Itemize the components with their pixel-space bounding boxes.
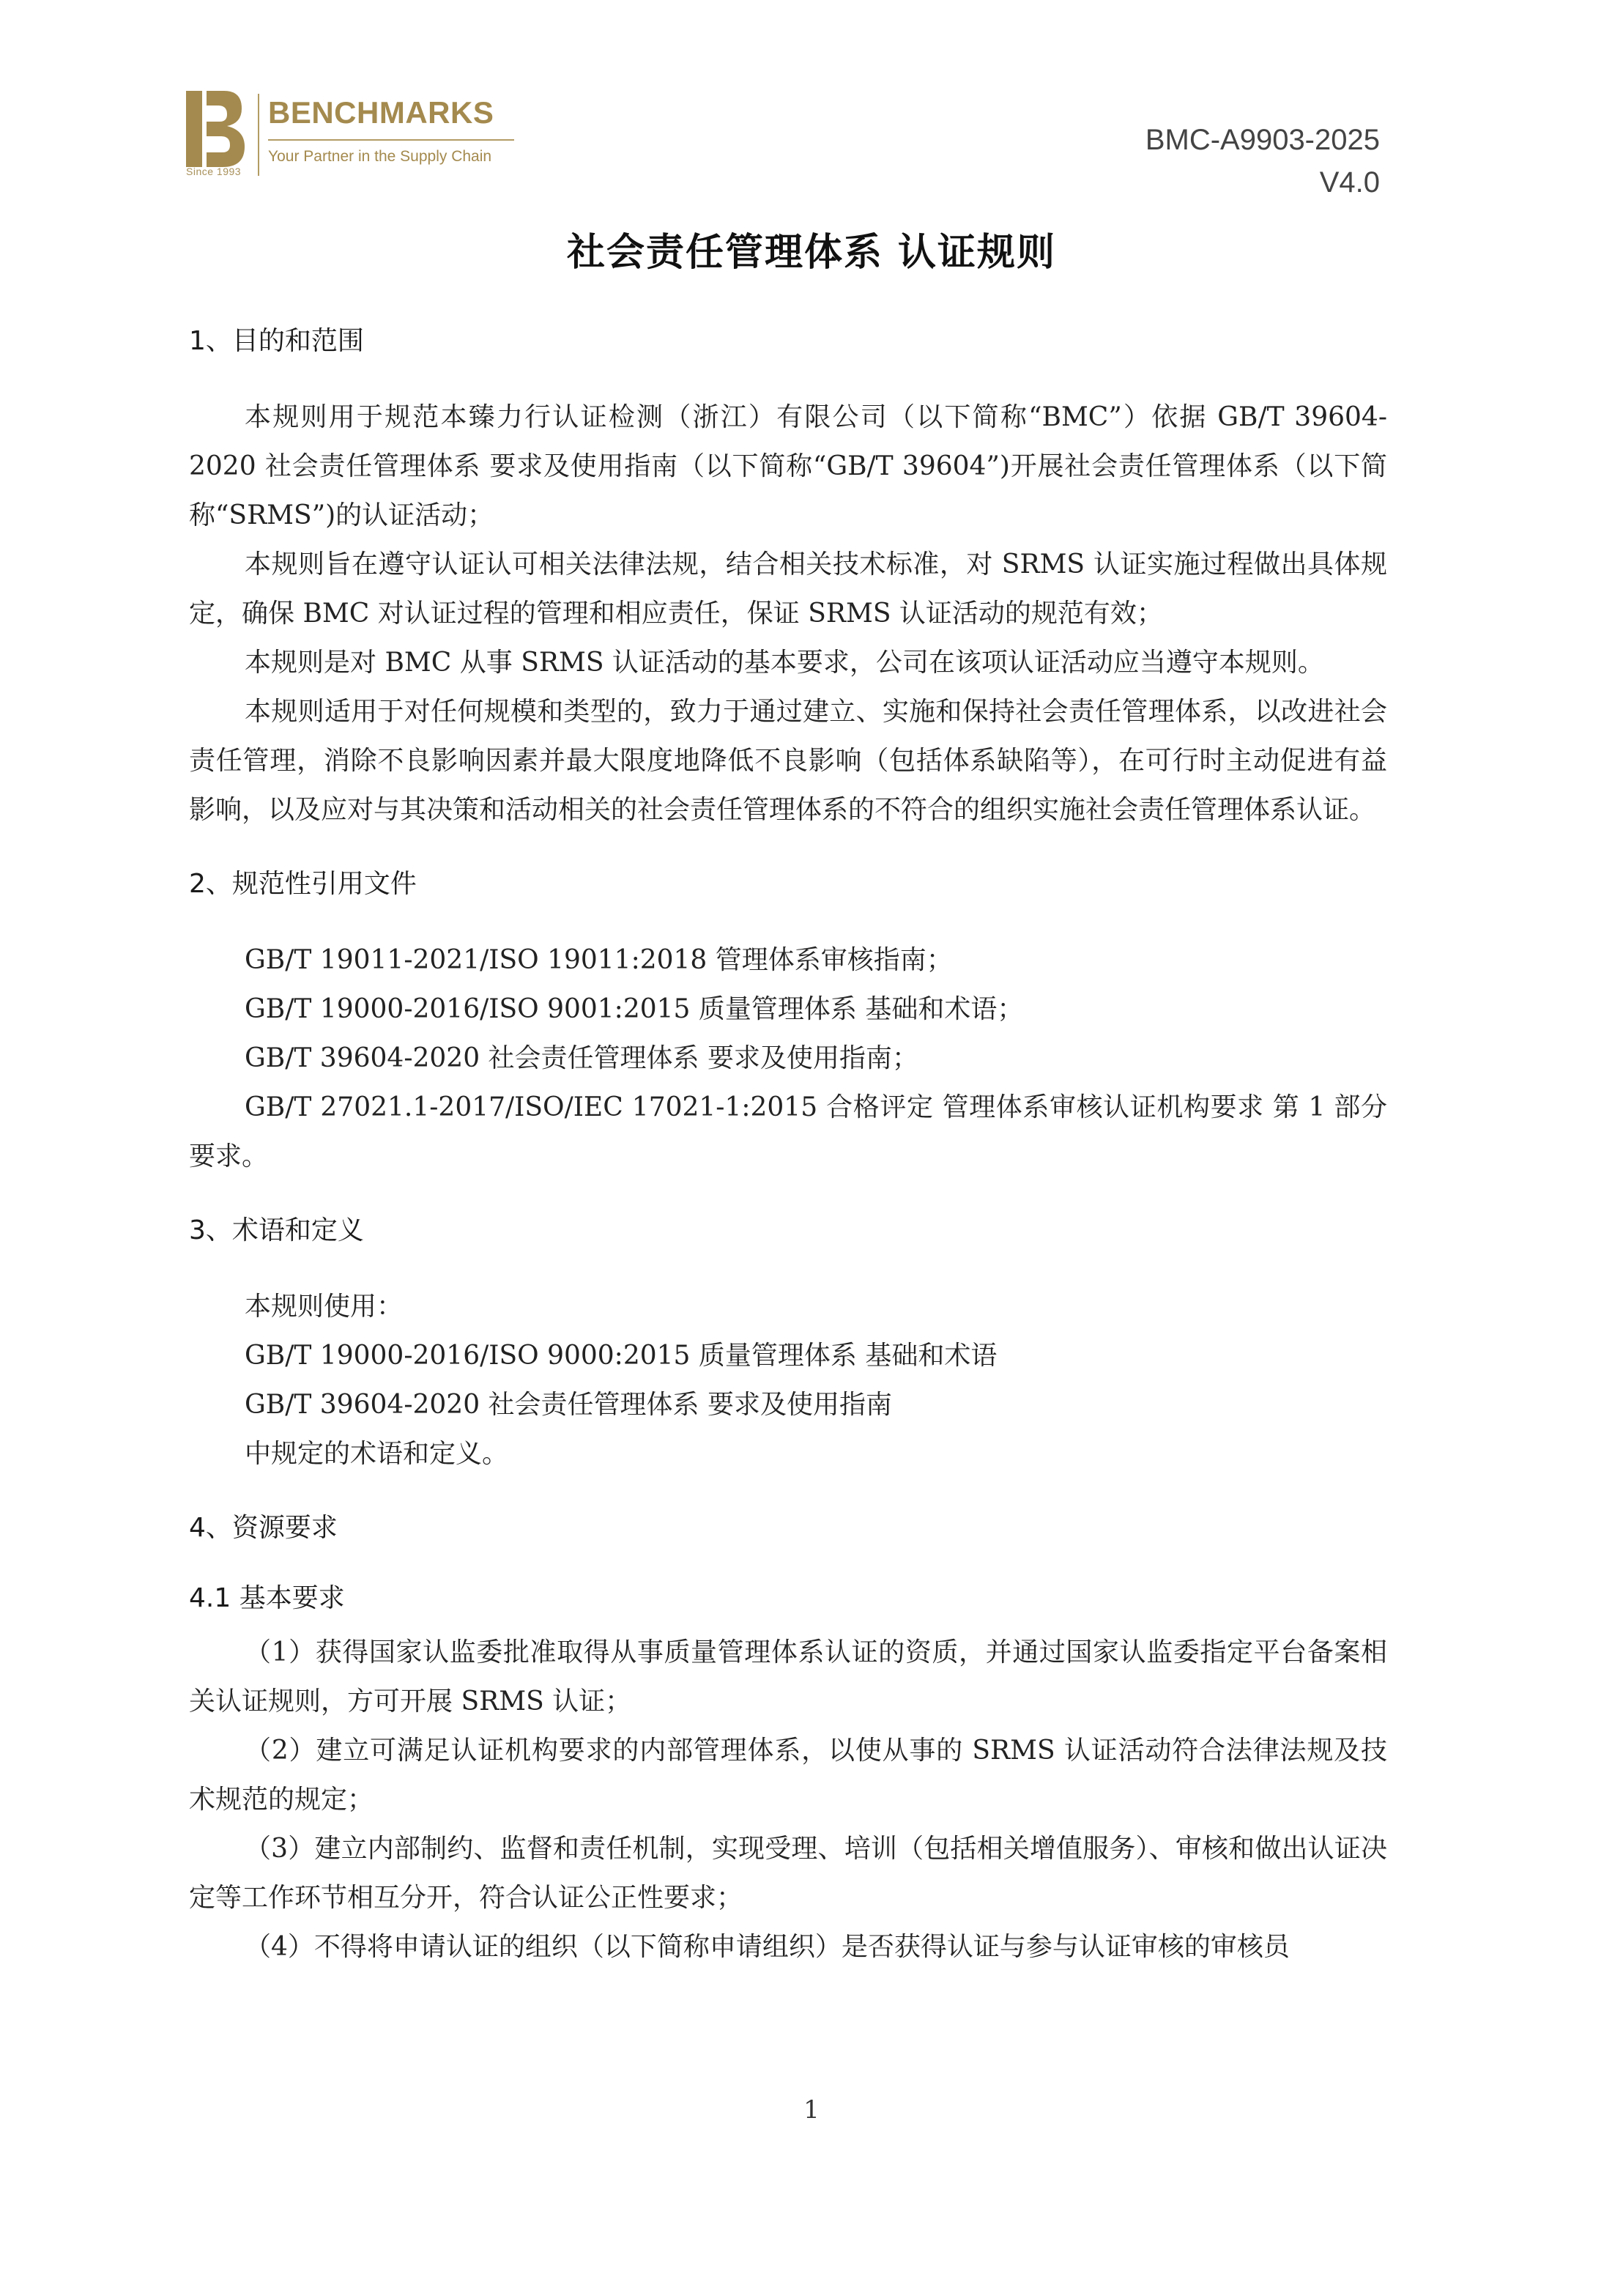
section-1-paragraph: 本规则适用于对任何规模和类型的，致力于通过建立、实施和保持社会责任管理体系，以改进社会责任管理，消除不良影响因素并最大限度地降低不良影响（包括体系缺陷等），在可行时主动促进有益影响，以及应对与其决策和活动相关的社会责任管理体系的不符合的组织实施社会责任管理体系认证。 [189,697,1387,825]
logo-brand-name: BENCHMARKS [268,95,494,130]
requirement-item: （1）获得国家认监委批准取得从事质量管理体系认证的资质，并通过国家认监委指定平台备案相关认证规则，方可开展 SRMS 认证； [189,1637,1387,1717]
reference-item: GB/T 27021.1-2017/ISO/IEC 17021-1:2015 合格评定 管理体系审核认证机构要求 第 1 部分 要求。 [189,1092,1387,1171]
company-logo [186,88,523,183]
logo-rule [268,139,514,141]
section-1-paragraph: 本规则旨在遵守认证认可相关法律法规，结合相关技术标准，对 SRMS 认证实施过程做出具体规定，确保 BMC 对认证过程的管理和相应责任，保证 SRMS 认证活动的规范有效； [189,549,1387,629]
requirement-item: （3）建立内部制约、监督和责任机制，实现受理、培训（包括相关增值服务）、审核和做出认证决定等工作环节相互分开，符合认证公正性要求； [189,1834,1387,1913]
reference-item: GB/T 39604-2020 社会责任管理体系 要求及使用指南； [245,1043,918,1073]
section-heading-1: 1、目的和范围 [189,326,364,356]
section-heading-3: 3、术语和定义 [189,1215,364,1245]
definition-line: GB/T 39604-2020 社会责任管理体系 要求及使用指南 [245,1390,892,1420]
section-1-paragraph: 本规则用于规范本臻力行认证检测（浙江）有限公司（以下简称“BMC”）依据 GB/T 39604-2020 社会责任管理体系 要求及使用指南（以下简称“GB/T 39604”)开展社会责任管理体系（以下简称“SRMS”)的认证活动； [189,402,1387,530]
requirement-item: （4）不得将申请认证的组织（以下简称申请组织）是否获得认证与参与认证审核的审核员 [245,1932,1290,1962]
definition-line: GB/T 19000-2016/ISO 9000:2015 质量管理体系 基础和术语 [245,1341,998,1371]
definition-line: 中规定的术语和定义。 [245,1439,509,1469]
logo-since-text: Since 1993 [186,166,242,177]
section-heading-2: 2、规范性引用文件 [189,869,417,899]
page-title: 社会责任管理体系 认证规则 [566,231,1057,275]
reference-item: GB/T 19011-2021/ISO 19011:2018 管理体系审核指南； [245,945,953,975]
logo-divider [258,94,259,176]
benchmarks-logo-mark [186,91,245,167]
document-code-block [1145,119,1380,204]
page-number: 1 [803,2095,820,2125]
logo-tagline: Your Partner in the Supply Chain [268,148,492,165]
document-body [189,322,1387,1971]
definition-line: 本规则使用： [245,1292,404,1322]
document-code: BMC-A9903-2025 [1145,124,1380,156]
section-1-paragraph: 本规则是对 BMC 从事 SRMS 认证活动的基本要求，公司在该项认证活动应当遵守本规则。 [245,648,1324,678]
requirement-item: （2）建立可满足认证机构要求的内部管理体系，以使从事的 SRMS 认证活动符合法律法规及技术规范的规定； [189,1736,1387,1815]
sub-heading-4-1: 4.1 基本要求 [189,1583,345,1613]
section-heading-4: 4、资源要求 [189,1513,338,1543]
document-version: V4.0 [1319,166,1380,199]
reference-item: GB/T 19000-2016/ISO 9001:2015 质量管理体系 基础和术语； [245,994,1024,1024]
